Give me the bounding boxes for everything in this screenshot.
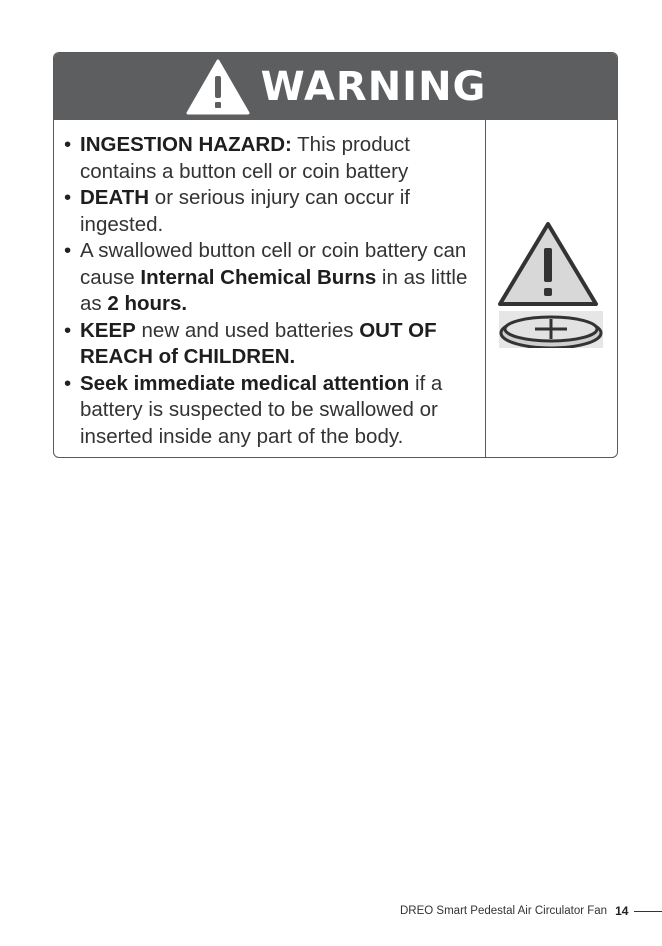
bullet-text: in as little as	[80, 265, 468, 315]
warning-bullet-list	[64, 132, 485, 450]
bullet-text: A swallowed button cell or coin battery can cause	[80, 239, 467, 289]
warning-bullet	[64, 238, 485, 318]
bullet-bold-text: KEEP	[80, 318, 136, 342]
footer-page-number: 14	[615, 904, 629, 918]
bullet-text: or serious injury can occur if ingested.	[80, 186, 410, 236]
warning-image-column	[486, 120, 617, 457]
warning-bullet	[64, 132, 485, 185]
warning-box	[53, 52, 618, 458]
bullet-bold-text: DEATH	[80, 186, 150, 209]
bullet-bold-text: OUT OF REACH of CHILDREN.	[80, 318, 437, 368]
page-footer	[400, 903, 662, 919]
footer-product-name: DREO Smart Pedestal Air Circulator Fan	[400, 905, 608, 917]
warning-triangle-icon	[185, 58, 251, 116]
warning-header	[54, 53, 617, 120]
warning-title: WARNING	[260, 63, 487, 110]
warning-bullet	[64, 371, 485, 451]
bullet-bold-text: Internal Chemical Burns	[140, 265, 377, 289]
warning-text-column	[54, 120, 486, 457]
bullet-text: new and used batteries	[135, 318, 360, 342]
footer-rule	[634, 911, 662, 912]
bullet-text: if a battery is suspected to be swallowed or inserted inside any part of the body.	[80, 371, 443, 448]
bullet-bold-text: INGESTION HAZARD:	[80, 133, 292, 156]
warning-bullet	[64, 318, 485, 371]
coin-battery-warning-icon	[498, 218, 608, 348]
warning-body	[54, 120, 617, 457]
bullet-bold-text: Seek immediate medical attention	[80, 371, 410, 395]
warning-bullet	[64, 185, 485, 238]
bullet-bold-text: 2 hours.	[107, 292, 188, 315]
bullet-text: This product contains a button cell or coin battery	[80, 133, 410, 183]
